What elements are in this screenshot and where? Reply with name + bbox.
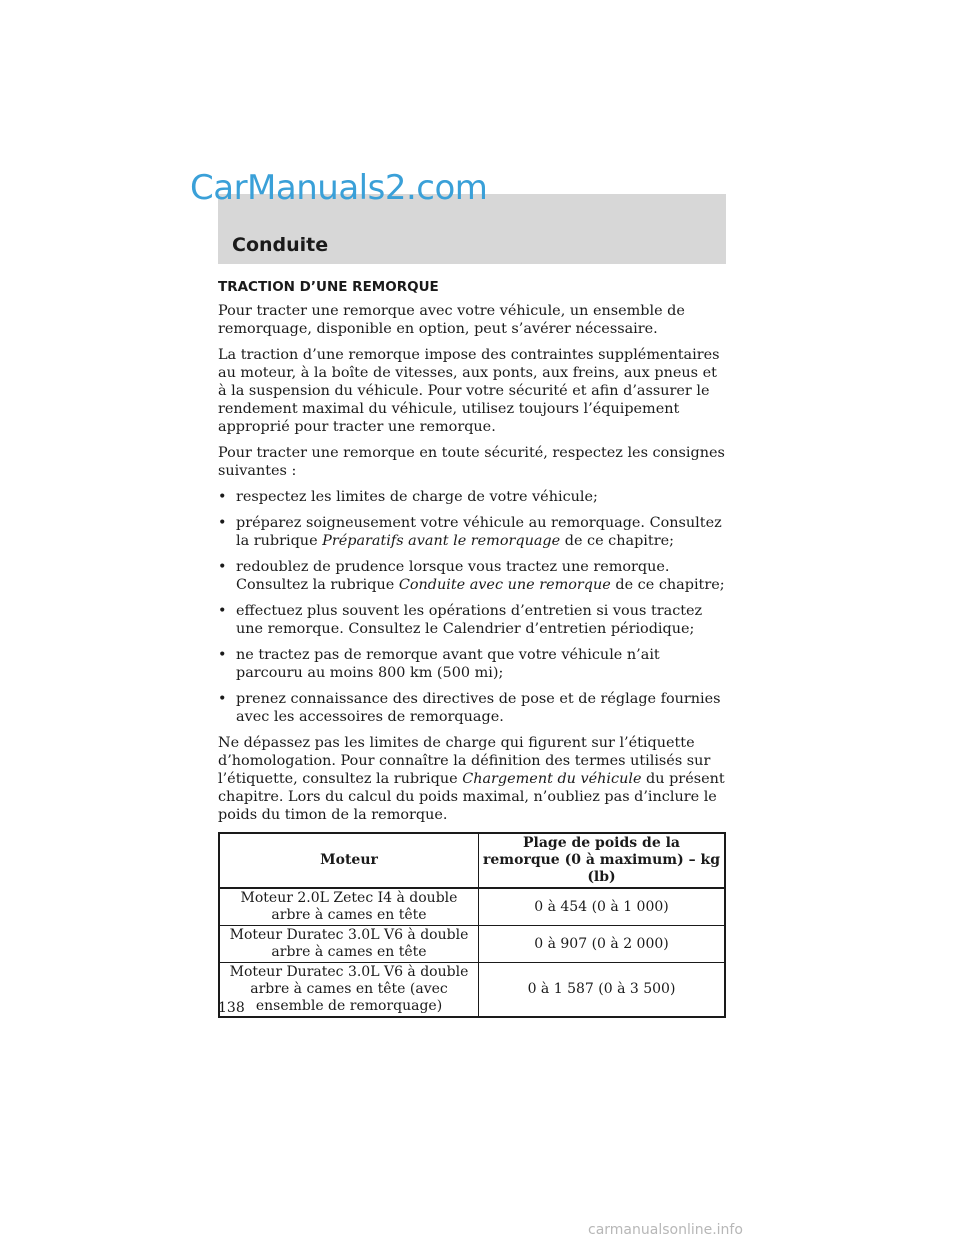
safety-intro-paragraph: Pour tracter une remorque en toute sécurité, respectez les consignes suivantes :: [218, 445, 725, 479]
column-header-weight-range: Plage de poids de la remorque (0 à maximum) – kg (lb): [479, 833, 726, 888]
list-item-text: préparez soigneusement votre véhicule au remorquage. Consultez la rubrique: [236, 515, 722, 549]
cross-reference: Préparatifs avant le remorquage: [322, 533, 561, 549]
list-item-text: ne tractez pas de remorque avant que votre véhicule n’ait parcouru au moins 800 km (500 mi);: [236, 647, 660, 681]
cross-reference: Chargement du véhicule: [462, 771, 642, 787]
bullet-icon: •: [218, 691, 227, 707]
list-item-text: de ce chapitre;: [610, 577, 725, 593]
paragraph-text: Ne dépassez pas les limites de charge qui figurent sur l’étiquette d’homologation. Pour connaître la définition des termes utilisés sur l’étiquette, consultez la rubrique: [218, 735, 711, 787]
list-item: [218, 514, 726, 550]
safety-list: [218, 488, 726, 726]
list-item-text: de ce chapitre;: [560, 533, 674, 549]
section-title: Conduite: [232, 234, 329, 256]
bullet-icon: •: [218, 489, 227, 505]
list-item: [218, 488, 726, 506]
list-item-text: redoublez de prudence lorsque vous tractez une remorque. Consultez la rubrique: [236, 559, 670, 593]
section-heading: TRACTION D’UNE REMORQUE: [218, 279, 439, 295]
watermark-footer: carmanualsonline.info: [588, 1222, 743, 1238]
bullet-icon: •: [218, 603, 227, 619]
list-item-text: respectez les limites de charge de votre véhicule;: [236, 489, 598, 505]
table-row: [219, 888, 725, 926]
table-row: [219, 926, 725, 963]
watermark-logo: CarManuals2.com: [190, 168, 488, 208]
paragraph-text: du présent chapitre. Lors du calcul du poids maximal, n’oubliez pas d’inclure le poids du timon de la remorque.: [218, 771, 725, 823]
engine-cell: Moteur Duratec 3.0L V6 à double arbre à cames en tête (avec ensemble de remorquage): [219, 963, 479, 1018]
list-item: [218, 646, 726, 682]
list-item-text: prenez connaissance des directives de pose et de réglage fournies avec les accessoires de remorquage.: [236, 691, 721, 725]
page-content: [218, 278, 726, 1018]
weight-cell: 0 à 1 587 (0 à 3 500): [479, 963, 726, 1018]
engine-cell: Moteur Duratec 3.0L V6 à double arbre à cames en tête: [219, 926, 479, 963]
list-item: [218, 690, 726, 726]
list-item-text: effectuez plus souvent les opérations d’entretien si vous tractez une remorque. Consultez le Calendrier d’entretien périodique;: [236, 603, 703, 637]
list-item: [218, 558, 726, 594]
column-header-engine: Moteur: [219, 833, 479, 888]
bullet-icon: •: [218, 559, 227, 575]
weight-cell: 0 à 907 (0 à 2 000): [479, 926, 726, 963]
table-header-row: [219, 833, 725, 888]
trailer-weight-table: [218, 832, 726, 1018]
engine-cell: Moteur 2.0L Zetec I4 à double arbre à cames en tête: [219, 888, 479, 926]
bullet-icon: •: [218, 515, 227, 531]
cross-reference: Conduite avec une remorque: [398, 577, 611, 593]
weight-cell: 0 à 454 (0 à 1 000): [479, 888, 726, 926]
list-item: [218, 602, 726, 638]
constraints-paragraph: La traction d’une remorque impose des contraintes supplémentaires au moteur, à la boîte de vitesses, aux ponts, aux freins, aux pneus et à la suspension du véhicule. Pour votre sécurité et afin d’assurer le rendement maximal du véhicule, utilisez toujours l’équipement approprié pour tracter une remorque.: [218, 347, 720, 435]
intro-paragraph: Pour tracter une remorque avec votre véhicule, un ensemble de remorquage, disponible en option, peut s’avérer nécessaire.: [218, 303, 685, 337]
bullet-icon: •: [218, 647, 227, 663]
page-number: 138: [218, 1000, 245, 1016]
load-limit-paragraph: [218, 734, 726, 824]
table-row: [219, 963, 725, 1018]
